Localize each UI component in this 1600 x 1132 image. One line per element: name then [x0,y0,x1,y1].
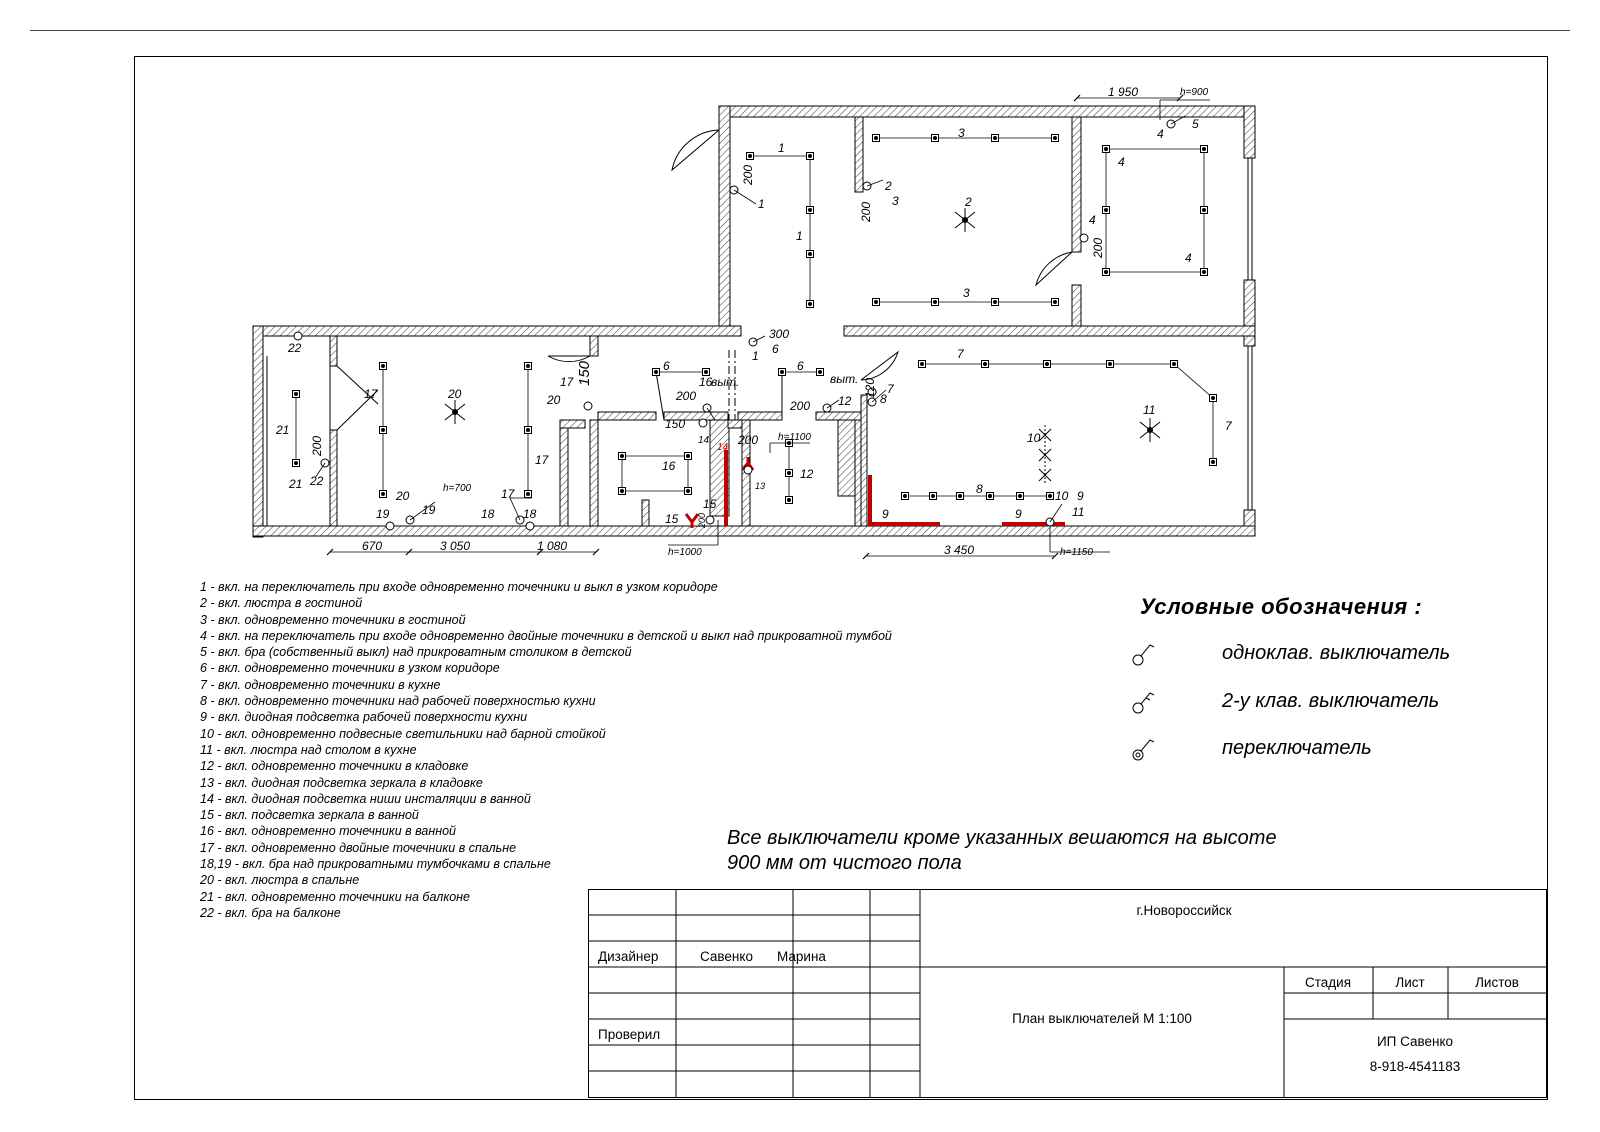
spot-light-dot [920,362,924,366]
label-6a: 6 [772,342,779,356]
dim-bottom-1: 670 [362,539,383,553]
spot-light-dot [1104,270,1108,274]
spot-light-dot [874,136,878,140]
legend-item: 12 - вкл. одновременно точечники в кладовке [200,759,469,774]
label-16b: 16 [699,375,713,389]
label-9c: 9 [1077,489,1084,503]
label-15b: 15 [665,512,679,526]
label-3a: 3 [892,194,899,208]
spot-light-dot [1108,362,1112,366]
label-18a: 18 [481,507,495,521]
height-1150: h=1150 [1060,547,1093,558]
spot-light-dot [526,364,530,368]
spot-light-dot [874,300,878,304]
legend-item: 20 - вкл. люстра в спальне [200,873,360,888]
spot-light-dot [294,461,298,465]
symbol-label: одноклав. выключатель [1222,642,1451,664]
spot-light-dot [1045,362,1049,366]
label-3c: 3 [963,286,970,300]
spot-light-dot [748,154,752,158]
legend-item: 17 - вкл. одновременно двойные точечники в спальне [200,840,517,855]
spot-light-dot [1202,147,1206,151]
spot-light-dot [1018,494,1022,498]
legend-item: 9 - вкл. диодная подсветка рабочей поверхности кухни [200,710,528,725]
label-9a: 9 [882,507,889,521]
spot-light-dot [993,136,997,140]
label-21b: 21 [289,477,303,491]
label-6b: 6 [663,359,670,373]
mount-200-e: 200 [676,389,697,403]
mount-200-d: 200 [310,435,324,456]
mount-300: 300 [769,327,790,341]
spot-light-dot [1048,494,1052,498]
label-19b: 19 [376,507,390,521]
stage-label: Стадия [1304,975,1352,990]
spot-light-dot [787,498,791,502]
spot-light-dot [958,494,962,498]
symbol-row [1130,735,1510,765]
spot-light-dot [808,302,812,306]
label-4b: 4 [1118,155,1125,169]
spot-light-dot [780,370,784,374]
designer-name: Савенко [700,949,753,964]
label-22a: 22 [288,341,302,355]
designer-first-name: Марина [777,949,826,964]
label-9b: 9 [1015,507,1022,521]
label-12b: 12 [838,394,852,408]
label-11b: 11 [1072,505,1085,519]
label-2a: 2 [885,179,892,193]
legend-item: 2 - вкл. люстра в гостиной [200,596,363,611]
mount-120: 120 [863,377,877,398]
spot-light-dot [686,454,690,458]
spot-light-dot [686,489,690,493]
dim-top: 1 950 [1108,85,1139,99]
legend-item: 16 - вкл. одновременно точечники в ванной [200,824,456,839]
label-3b: 3 [958,126,965,140]
label-14b: 14 [717,442,729,453]
spot-light-dot [933,136,937,140]
sheets-label: Листов [1475,975,1519,990]
spot-light-dot [787,471,791,475]
checked-label: Проверил [598,1027,661,1042]
legend-item: 10 - вкл. одновременно подвесные светильники над барной стойкой [200,726,606,741]
company: ИП Савенко [1376,1034,1454,1049]
spot-light-dot [526,428,530,432]
legend-item: 22 - вкл. бра на балконе [200,905,341,920]
chandelier-icons [445,208,1160,485]
label-17d: 17 [501,487,515,501]
spot-light-dot [1172,362,1176,366]
dim-bottom-2: 3 050 [440,539,471,553]
double-switch-icon [1130,688,1160,718]
height-1100: h=1100 [778,432,811,443]
legend-item: 4 - вкл. на переключатель при входе одновременно двойные точечники в детской и выкл над прикроватной тумбой [200,628,892,643]
symbol-label: переключатель [1222,737,1372,759]
spot-light-dot [988,494,992,498]
spot-light-dot [704,370,708,374]
label-7a: 7 [957,347,964,361]
label-vyt-a: выт. [711,375,740,389]
label-5: 5 [1192,117,1199,131]
note-line: 900 мм от чистого пола [727,852,962,874]
label-2b: 2 [965,195,972,209]
legend-item: 6 - вкл. одновременно точечники в узком коридоре [200,661,500,676]
label-22b: 22 [310,474,324,488]
spot-light-dot [381,428,385,432]
label-8a: 8 [976,482,983,496]
spot-light-dot [808,252,812,256]
toggle-switch-icon [1130,735,1160,765]
legend-item: 11 - вкл. люстра над столом в кухне [200,742,417,757]
label-7c: 7 [887,382,894,396]
mount-200-g: 200 [738,433,759,447]
label-4a: 4 [1157,127,1164,141]
spot-light-dot [808,208,812,212]
legend-item: 13 - вкл. диодная подсветка зеркала в кладовке [200,775,483,790]
mount-200-b: 200 [859,201,873,222]
spot-light-dot [993,300,997,304]
label-10a: 10 [1027,431,1041,445]
symbol-row [1130,640,1510,670]
spot-light-dot [381,364,385,368]
legend-item: 1 - вкл. на переключатель при входе одновременно точечники и выкл в узком коридоре [200,580,718,594]
mounting-note [727,826,1277,876]
label-19a: 19 [422,503,436,517]
single-switch-icon [1130,640,1160,670]
legend-item: 3 - вкл. одновременно точечники в гостиной [200,612,466,627]
label-18b: 18 [523,507,537,521]
spot-light-dot [1104,147,1108,151]
spot-light-dot [983,362,987,366]
label-4c: 4 [1185,251,1192,265]
legend-item: 8 - вкл. одновременно точечники над рабочей поверхностью кухни [200,694,596,709]
label-1c: 1 [758,197,765,211]
spot-light-dot [1211,396,1215,400]
mount-200-h: 200 [697,512,707,528]
legend-item: 7 - вкл. одновременно точечники в кухне [200,677,441,692]
legend-item: 21 - вкл. одновременно точечники на балконе [200,889,471,904]
legend-item: 5 - вкл. бра (собственный выкл) над прикроватным столиком в детской [200,645,632,660]
label-13: 13 [755,481,766,491]
height-900: h=900 [1180,87,1209,98]
dim-bottom-4: 3 450 [944,543,975,557]
label-4d: 4 [1089,213,1096,227]
spot-light-dot [1211,460,1215,464]
label-15a: 15 [703,497,717,511]
spot-light-dot [294,392,298,396]
label-17a: 17 [364,387,378,401]
drawing-title: План выключателей М 1:100 [1012,1011,1192,1026]
mount-150-b: 150 [665,417,686,431]
label-16a: 16 [662,459,676,473]
label-1a: 1 [778,141,785,155]
label-20c: 20 [396,489,410,503]
label-8b: 8 [880,392,887,406]
switch-icons [294,120,1175,530]
spot-light-dot [808,154,812,158]
label-1b: 1 [796,229,803,243]
mount-150-a: 150 [576,360,593,386]
label-21a: 21 [276,423,290,437]
legend-item: 18,19 - вкл. бра над прикроватными тумбочками в спальне [200,857,551,872]
mount-200-a: 200 [741,164,755,185]
spot-light-dot [381,492,385,496]
label-20a: 20 [448,387,462,401]
label-20b: 20 [547,393,561,407]
spot-light-dot [620,489,624,493]
label-12a: 12 [800,467,814,481]
label-17c: 17 [535,453,549,467]
mount-200-f: 200 [790,399,811,413]
spot-light-dot [1202,208,1206,212]
symbol-label: 2-у клав. выключатель [1222,690,1440,712]
label-6c: 6 [797,359,804,373]
designer-label: Дизайнер [598,949,659,964]
label-vyt-b: выт. [830,372,859,386]
legend-item: 15 - вкл. подсветка зеркала в ванной [200,808,419,823]
label-17b: 17 [560,375,574,389]
spot-light-dot [1202,270,1206,274]
mount-200-c: 200 [1091,237,1105,258]
spot-light-dot [931,494,935,498]
label-14a: 14 [698,435,710,446]
phone: 8-918-4541183 [1369,1059,1461,1074]
spot-light-dot [933,300,937,304]
sheet-label: Лист [1395,975,1425,990]
spot-light-dot [620,454,624,458]
symbol-row [1130,688,1510,718]
spot-light-dot [818,370,822,374]
dim-bottom-3: 1 080 [537,539,568,553]
spot-light-dot [526,492,530,496]
height-700: h=700 [443,483,472,494]
city: г.Новороссийск [1136,903,1232,918]
spot-wiring-line [1174,364,1213,398]
symbols-title: Условные обозначения : [1140,594,1423,619]
spot-light-dot [1053,136,1057,140]
spot-light-dot [1104,208,1108,212]
spot-light-dot [903,494,907,498]
note-line: Все выключатели кроме указанных вешаются на высоте [727,827,1277,849]
legend-item: 14 - вкл. диодная подсветка ниши инсталяции в ванной [200,791,531,806]
label-1d: 1 [752,349,759,363]
height-1000: h=1000 [668,547,702,558]
label-7b: 7 [1225,419,1232,433]
label-10b: 10 [1055,489,1069,503]
spot-light-dot [1053,300,1057,304]
spot-light-dot [654,370,658,374]
label-11a: 11 [1143,403,1156,417]
